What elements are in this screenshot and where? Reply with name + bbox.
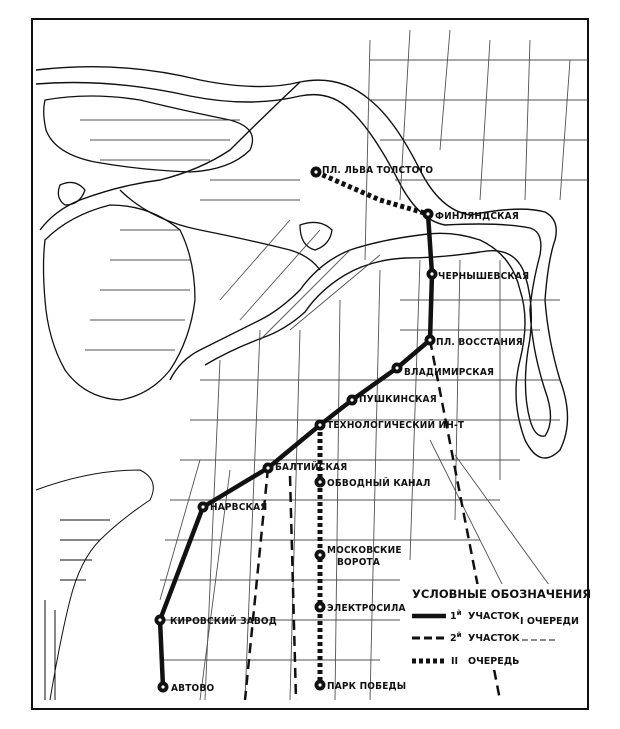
legend-row1-number: $1^й$	[450, 609, 462, 622]
station-label-avtovo[interactable]: АВТОВО	[171, 683, 215, 694]
station-label-vladimirskaya[interactable]: ВЛАДИМИРСКАЯ	[404, 367, 495, 378]
station-label-lva-tolstogo[interactable]: ПЛ. ЛЬВА ТОЛСТОГО	[322, 165, 434, 176]
legend-row3-number: II	[451, 656, 459, 667]
station-label-park-pobedy[interactable]: ПАРК ПОБЕДЫ	[327, 681, 407, 692]
station-label-tekhnologichesky[interactable]: ТЕХНОЛОГИЧЕСКИЙ ИН-Т	[327, 420, 465, 431]
station-label-vosstaniya[interactable]: ПЛ. ВОССТАНИЯ	[436, 337, 523, 348]
station-label-elektrosila[interactable]: ЭЛЕКТРОСИЛА	[327, 603, 406, 614]
legend-row1-queue: I ОЧЕРЕДИ	[520, 616, 579, 627]
station-label-moskovskie-vorota-2[interactable]: ВОРОТА	[337, 557, 381, 568]
islands	[44, 96, 333, 400]
legend-row2-text: УЧАСТОК	[468, 633, 520, 644]
station-label-kirovsky-zavod[interactable]: КИРОВСКИЙ ЗАВОД	[170, 616, 277, 627]
legend-title: УСЛОВНЫЕ ОБОЗНАЧЕНИЯ	[412, 587, 592, 601]
station-label-obvodny[interactable]: ОБВОДНЫЙ КАНАЛ	[327, 478, 431, 489]
station-label-finlyandskaya[interactable]: ФИНЛЯНДСКАЯ	[435, 211, 519, 222]
station-label-pushkinskaya[interactable]: ПУШКИНСКАЯ	[359, 394, 437, 405]
legend-row2-number: $2^й$	[450, 631, 462, 644]
station-label-chernyshevskaya[interactable]: ЧЕРНЫШЕВСКАЯ	[438, 271, 530, 282]
legend-row3-text: ОЧЕРЕДЬ	[468, 656, 520, 667]
legend	[408, 584, 591, 670]
station-label-moskovskie-vorota-1[interactable]: МОСКОВСКИЕ	[327, 545, 402, 556]
legend-row1-text: УЧАСТОК	[468, 611, 520, 622]
port-area	[36, 470, 153, 700]
station-label-narvskaya[interactable]: НАРВСКАЯ	[210, 502, 268, 513]
station-label-baltiyskaya[interactable]: БАЛТИЙСКАЯ	[275, 462, 348, 473]
